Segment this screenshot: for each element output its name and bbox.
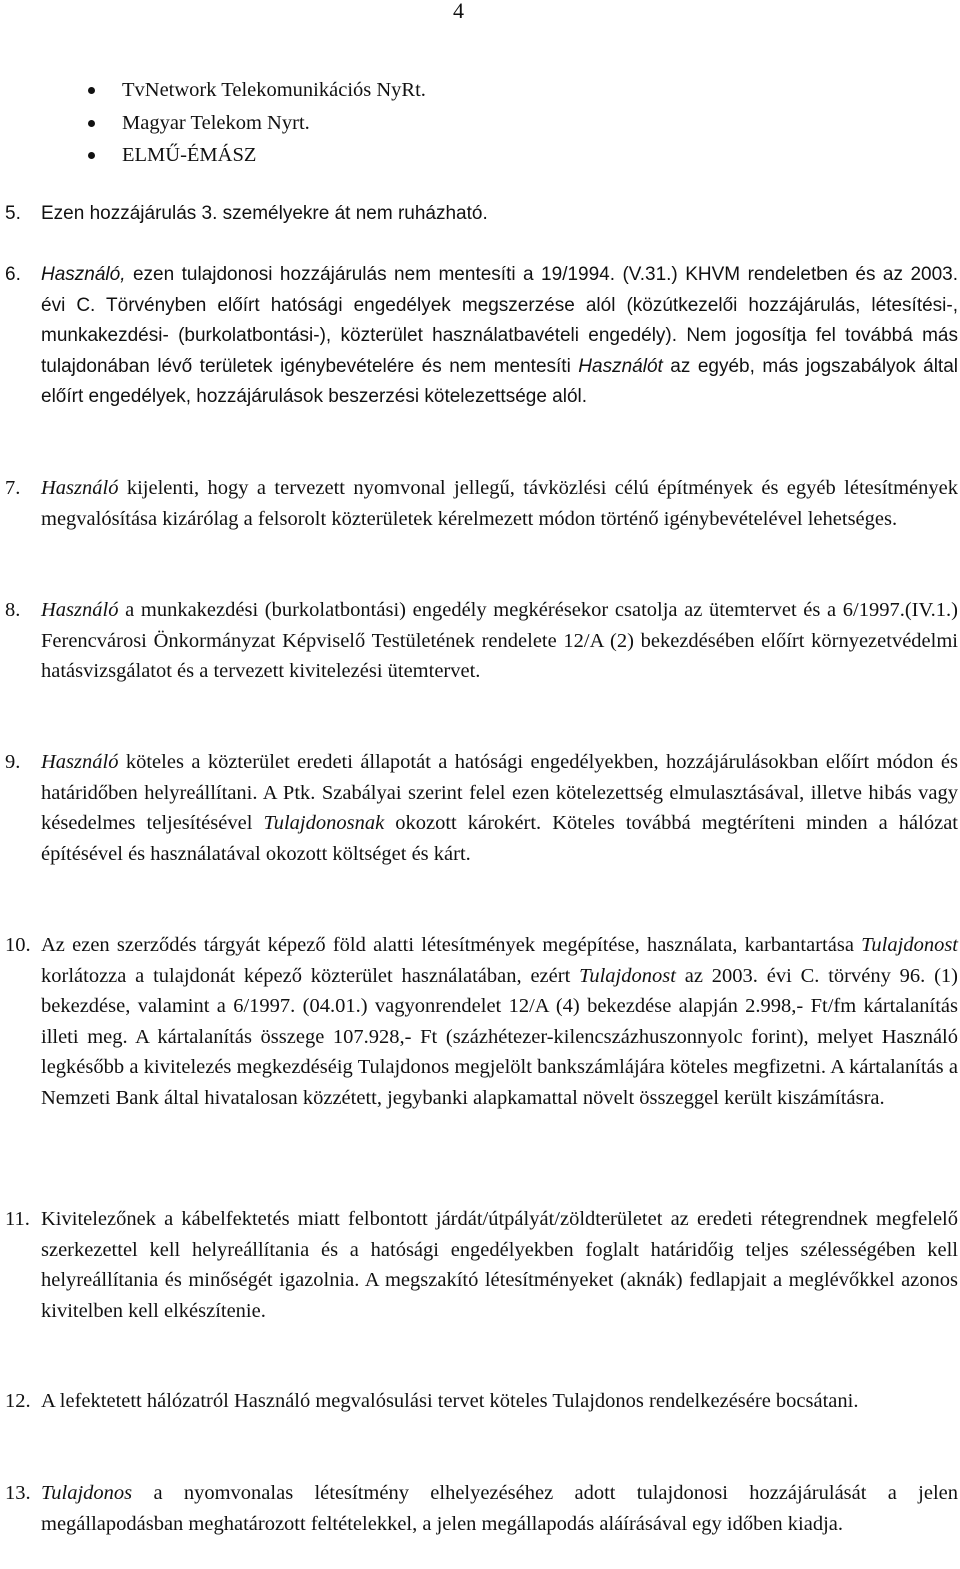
clause-13 xyxy=(0,1478,960,1539)
clause-10 xyxy=(0,930,960,1114)
text-run: Az ezen szerződés tárgyát képező föld alatti létesítmények megépítése, használata, karbantartása xyxy=(41,934,862,956)
text-run: az egyéb, más jogszabályok által előírt engedélyek, hozzájárulások beszerzési kötelezettsége alól. xyxy=(41,355,958,408)
clause-text: A lefektetett hálózatról Használó megvalósulási tervet köteles Tulajdonos rendelkezésére bocsátani. xyxy=(41,1390,859,1412)
clause-text xyxy=(41,747,958,869)
clause-number: 7. xyxy=(5,477,21,499)
emphasis-term: Tulajdonost xyxy=(861,934,958,956)
text-run: az 2003. évi C. törvény 96. (1) bekezdése, valamint a 6/1997. (04.01.) vagyonrendelet 12/A (4) bekezdése alapján 2.998,- Ft/fm kártalanítás illeti meg. A kártalanítás összege 107.928,- Ft (százhétezer-kilencszázhuszonnyolc forint), melyet Használó legkésőbb a kivitelezés megkezdéséig Tulajdonos megjelölt bankszámlájára köteles megfizetni. A kártalanítás a Nemzeti Bank által hivatalosan közzétett, jegybanki alapkamattal növelt összeggel került kiszámításra. xyxy=(41,964,958,1109)
clause-number: 8. xyxy=(5,599,21,621)
clause-5 xyxy=(0,199,960,230)
clause-text xyxy=(41,1478,958,1539)
list-item: TvNetwork Telekomunikációs NyRt. xyxy=(83,74,426,107)
text-run: a munkakezdési (burkolatbontási) engedély megkérésekor csatolja az ütemtervet és a 6/1997.(IV.1.) Ferencvárosi Önkormányzat Képviselő Testületének rendelete 12/A (2) bekezdésében előírt környezetvédelmi hatásvizsgálatot és a tervezett kivitelezési ütemtervet. xyxy=(41,599,958,683)
clause-9 xyxy=(0,747,960,869)
clause-number: 9. xyxy=(5,751,21,773)
text-run: korlátozza a tulajdonát képező közterület használatában, ezért xyxy=(41,964,580,987)
clause-text xyxy=(41,930,958,1114)
clause-text xyxy=(41,595,958,687)
emphasis-term: Használó xyxy=(41,477,119,499)
clause-6 xyxy=(0,260,960,413)
clause-number: 11. xyxy=(5,1208,30,1230)
clause-text xyxy=(41,260,958,413)
emphasis-term: Használót xyxy=(578,355,663,377)
clause-number: 10. xyxy=(5,934,31,956)
emphasis-term: Használó, xyxy=(41,264,126,285)
list-item: ELMŰ-ÉMÁSZ xyxy=(83,139,426,172)
clause-8 xyxy=(0,595,960,687)
clause-7 xyxy=(0,473,960,534)
text-run: kijelenti, hogy a tervezett nyomvonal jellegű, távközlési célú építmények és egyéb létesítmények megvalósítása kizárólag a felsorolt közterületek kérelmezett módon történő igénybevételével lehetséges. xyxy=(41,477,958,530)
page-number: 4 xyxy=(453,0,464,23)
emphasis-term: Használó xyxy=(41,599,119,621)
text-run: köteles a közterület eredeti állapotát a hatósági engedélyekben, hozzájárulásokban előírt módon és határidőben helyreállítani. A Ptk. Szabályai szerint felel ezen kötelezettség elmulasztásával, illetve hibás vagy késedelmes teljesítésével xyxy=(41,751,958,835)
clause-number: 12. xyxy=(5,1390,31,1412)
clause-text xyxy=(41,473,958,534)
emphasis-term: Tulajdonos xyxy=(41,1482,133,1504)
text-run: ezen tulajdonosi hozzájárulás nem mentesíti a 19/1994. (V.31.) KHVM rendeletben és az 2003. évi C. Törvényben előírt hatósági engedélyek megszerzése alól (közútkezelői hozzájárulás, létesítési-, munkakezdési- (burkolatbontási-), közterület használatbavételi engedély). Nem jogosítja fel továbbá más tulajdonában lévő területek igénybevételére és nem mentesíti xyxy=(41,264,958,377)
text-run: okozott károkért. Köteles továbbá megtéríteni minden a hálózat építésével és használatával okozott költséget és kárt. xyxy=(41,812,958,865)
clause-11 xyxy=(0,1204,960,1326)
emphasis-term: Tulajdonost xyxy=(579,964,676,987)
emphasis-term: Tulajdonosnak xyxy=(263,812,385,835)
clause-text: Ezen hozzájárulás 3. személyekre át nem ruházható. xyxy=(41,203,488,224)
clause-number: 13. xyxy=(5,1482,31,1504)
clause-12 xyxy=(0,1386,960,1417)
recipient-list xyxy=(83,74,426,172)
list-item: Magyar Telekom Nyrt. xyxy=(83,107,426,140)
clause-number: 5. xyxy=(5,203,21,224)
emphasis-term: Használó xyxy=(41,751,119,773)
clause-number: 6. xyxy=(5,264,21,285)
text-run: a nyomvonalas létesítmény elhelyezéséhez adott tulajdonosi hozzájárulását a jelen megállapodásban meghatározott feltételekkel, a jelen megállapodás aláírásával egy időben kiadja. xyxy=(41,1482,958,1535)
clause-text: Kivitelezőnek a kábelfektetés miatt felbontott járdát/útpályát/zöldterületet az eredeti rétegrendnek megfelelő szerkezettel kell helyreállítania és a hatósági engedélyekben foglalt határidőig teljes szélességében kell helyreállítania és minőségét igazolnia. A megszakító létesítményeket (aknák) fedlapjait a meglévőkkel azonos kivitelben kell elkészítenie. xyxy=(41,1208,958,1322)
